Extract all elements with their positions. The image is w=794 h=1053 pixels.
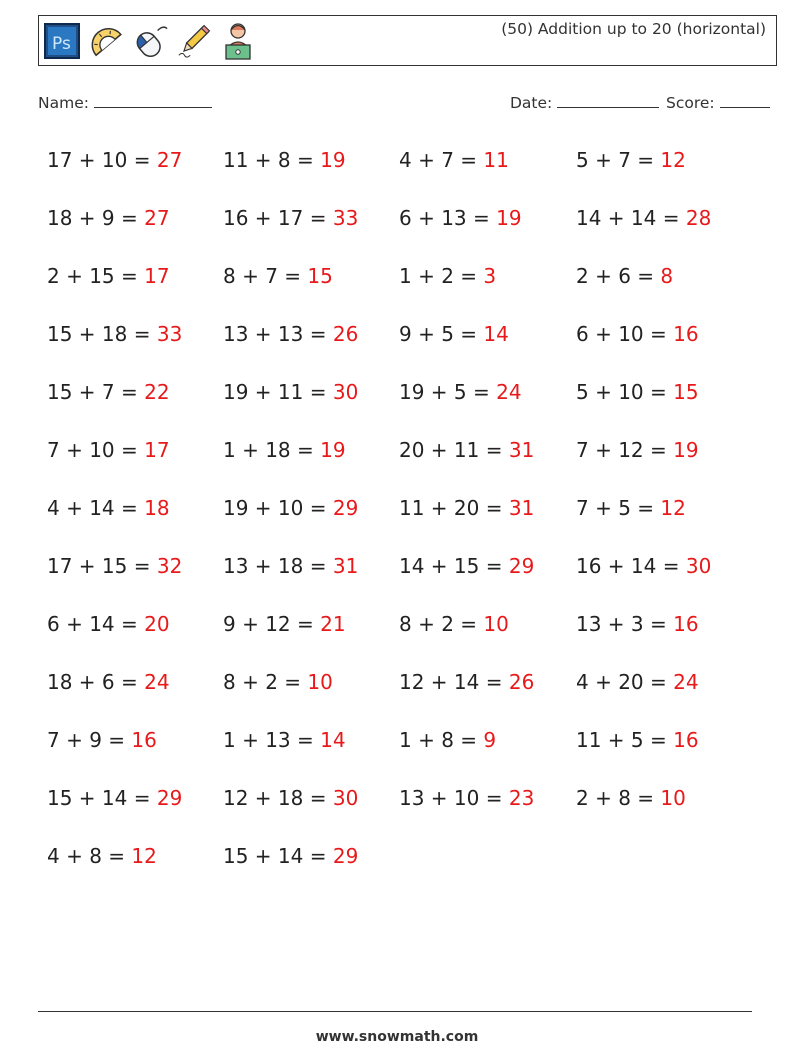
problem-item <box>223 612 346 636</box>
problem-answer: 31 <box>508 496 535 520</box>
problem-question: 5 + 7 = <box>576 148 661 172</box>
problem-answer: 15 <box>307 264 333 288</box>
problem-item <box>47 844 157 868</box>
problem-answer: 30 <box>332 380 359 404</box>
problem-question: 19 + 5 = <box>399 380 497 404</box>
problem-answer: 24 <box>144 670 170 694</box>
problem-answer: 30 <box>685 554 712 578</box>
problem-question: 6 + 10 = <box>576 322 674 346</box>
problem-item <box>223 496 358 520</box>
problem-answer: 24 <box>673 670 699 694</box>
date-field <box>510 93 659 112</box>
problem-answer: 29 <box>156 786 183 810</box>
problem-question: 2 + 8 = <box>576 786 661 810</box>
problem-item <box>576 612 699 636</box>
problem-answer: 28 <box>685 206 712 230</box>
problem-answer: 11 <box>483 148 509 172</box>
problem-item <box>399 380 522 404</box>
problem-answer: 29 <box>332 496 359 520</box>
problem-answer: 33 <box>156 322 183 346</box>
problem-answer: 31 <box>508 438 535 462</box>
problem-item <box>47 554 182 578</box>
problem-answer: 16 <box>673 612 699 636</box>
problem-question: 17 + 10 = <box>47 148 157 172</box>
teacher-icon <box>219 21 257 61</box>
problem-answer: 27 <box>156 148 183 172</box>
problem-item <box>47 322 182 346</box>
problem-row <box>47 140 767 198</box>
problem-answer: 19 <box>320 438 346 462</box>
problem-answer: 10 <box>483 612 509 636</box>
problem-item <box>399 264 496 288</box>
problem-question: 1 + 8 = <box>399 728 484 752</box>
pencil-icon <box>175 21 213 61</box>
problem-row <box>47 256 767 314</box>
problem-question: 13 + 3 = <box>576 612 674 636</box>
problem-answer: 14 <box>320 728 346 752</box>
problem-question: 8 + 2 = <box>399 612 484 636</box>
problem-item <box>576 380 699 404</box>
problem-answer: 12 <box>131 844 157 868</box>
problem-item <box>576 206 711 230</box>
problem-item <box>223 844 358 868</box>
score-label: Score: <box>666 94 715 112</box>
problem-item <box>47 728 157 752</box>
problem-item <box>47 496 170 520</box>
problem-row <box>47 546 767 604</box>
problem-answer: 15 <box>673 380 699 404</box>
problem-item <box>576 148 686 172</box>
problem-answer: 33 <box>332 206 359 230</box>
problem-row <box>47 372 767 430</box>
computer-mouse-icon <box>131 21 169 61</box>
problem-answer: 31 <box>332 554 359 578</box>
footer-website: www.snowmath.com <box>315 1029 479 1045</box>
problem-answer: 23 <box>508 786 535 810</box>
problem-item <box>399 322 509 346</box>
problem-item <box>576 496 686 520</box>
problem-item <box>223 438 346 462</box>
photoshop-icon <box>43 21 81 61</box>
problem-item <box>223 728 346 752</box>
problem-item <box>223 554 358 578</box>
problem-question: 4 + 8 = <box>47 844 132 868</box>
problem-item <box>576 322 699 346</box>
problem-question: 7 + 5 = <box>576 496 661 520</box>
problem-item <box>399 438 534 462</box>
problem-item <box>223 264 333 288</box>
problem-question: 4 + 14 = <box>47 496 145 520</box>
problem-answer: 26 <box>508 670 535 694</box>
problem-answer: 9 <box>483 728 497 752</box>
problem-item <box>576 438 699 462</box>
problem-question: 7 + 12 = <box>576 438 674 462</box>
problem-answer: 19 <box>496 206 522 230</box>
problem-question: 11 + 20 = <box>399 496 509 520</box>
problem-answer: 10 <box>660 786 686 810</box>
problem-row <box>47 720 767 778</box>
problem-question: 2 + 6 = <box>576 264 661 288</box>
problem-question: 1 + 18 = <box>223 438 321 462</box>
problem-answer: 18 <box>144 496 170 520</box>
problem-row <box>47 430 767 488</box>
problem-row <box>47 662 767 720</box>
protractor-icon <box>87 21 125 61</box>
problem-item <box>47 438 170 462</box>
worksheet-title: (50) Addition up to 20 (horizontal) <box>501 20 766 38</box>
problem-item <box>399 206 522 230</box>
date-blank-line <box>557 93 659 108</box>
problem-question: 13 + 13 = <box>223 322 333 346</box>
problem-item <box>576 264 673 288</box>
problem-question: 19 + 11 = <box>223 380 333 404</box>
problem-question: 18 + 9 = <box>47 206 145 230</box>
score-blank-line <box>720 93 770 108</box>
problem-item <box>576 554 711 578</box>
problem-answer: 32 <box>156 554 183 578</box>
problem-question: 12 + 18 = <box>223 786 333 810</box>
problem-question: 9 + 5 = <box>399 322 484 346</box>
problem-question: 7 + 10 = <box>47 438 145 462</box>
problem-question: 14 + 14 = <box>576 206 686 230</box>
problem-question: 5 + 10 = <box>576 380 674 404</box>
problem-question: 16 + 17 = <box>223 206 333 230</box>
problem-question: 15 + 7 = <box>47 380 145 404</box>
problem-answer: 8 <box>660 264 674 288</box>
problem-question: 15 + 14 = <box>223 844 333 868</box>
problem-question: 9 + 12 = <box>223 612 321 636</box>
score-field <box>666 93 770 112</box>
problem-item <box>223 670 333 694</box>
problem-item <box>223 786 358 810</box>
problem-question: 4 + 7 = <box>399 148 484 172</box>
name-blank-line <box>94 93 212 108</box>
problem-question: 6 + 14 = <box>47 612 145 636</box>
name-label: Name: <box>38 94 89 112</box>
problem-row <box>47 198 767 256</box>
footer-divider <box>38 1011 752 1012</box>
problem-answer: 3 <box>483 264 497 288</box>
problem-item <box>399 670 534 694</box>
problem-item <box>576 728 699 752</box>
problem-question: 13 + 18 = <box>223 554 333 578</box>
problem-answer: 21 <box>320 612 346 636</box>
problem-question: 20 + 11 = <box>399 438 509 462</box>
problem-question: 19 + 10 = <box>223 496 333 520</box>
problem-item <box>223 322 358 346</box>
problem-question: 14 + 15 = <box>399 554 509 578</box>
problem-item <box>399 786 534 810</box>
problem-question: 8 + 7 = <box>223 264 308 288</box>
problem-item <box>47 380 170 404</box>
problem-answer: 16 <box>673 322 699 346</box>
name-field <box>38 93 212 112</box>
problem-row <box>47 314 767 372</box>
problem-item <box>399 496 534 520</box>
problem-item <box>47 148 182 172</box>
problem-question: 16 + 14 = <box>576 554 686 578</box>
problem-item <box>399 612 509 636</box>
problem-answer: 12 <box>660 148 686 172</box>
problem-row <box>47 604 767 662</box>
problem-answer: 24 <box>496 380 522 404</box>
problem-answer: 22 <box>144 380 170 404</box>
problem-item <box>399 148 509 172</box>
problem-answer: 16 <box>131 728 157 752</box>
problem-item <box>47 670 170 694</box>
problem-answer: 19 <box>673 438 699 462</box>
problem-item <box>47 264 170 288</box>
problem-answer: 30 <box>332 786 359 810</box>
problem-row <box>47 836 767 894</box>
problem-item <box>576 670 699 694</box>
problem-question: 7 + 9 = <box>47 728 132 752</box>
problem-row <box>47 778 767 836</box>
problem-answer: 14 <box>483 322 509 346</box>
svg-text:Ps: Ps <box>52 34 71 54</box>
problem-question: 1 + 13 = <box>223 728 321 752</box>
problem-question: 15 + 14 = <box>47 786 157 810</box>
problem-question: 4 + 20 = <box>576 670 674 694</box>
problem-item <box>399 554 534 578</box>
problem-item <box>223 206 358 230</box>
problem-question: 1 + 2 = <box>399 264 484 288</box>
problem-question: 8 + 2 = <box>223 670 308 694</box>
problem-question: 12 + 14 = <box>399 670 509 694</box>
problem-answer: 20 <box>144 612 170 636</box>
problem-item <box>47 612 170 636</box>
problem-answer: 10 <box>307 670 333 694</box>
problem-item <box>399 728 496 752</box>
problem-grid <box>47 140 767 894</box>
problem-item <box>576 786 686 810</box>
problem-answer: 19 <box>320 148 346 172</box>
problem-answer: 16 <box>673 728 699 752</box>
problem-answer: 29 <box>508 554 535 578</box>
problem-answer: 17 <box>144 264 170 288</box>
date-label: Date: <box>510 94 553 112</box>
problem-question: 17 + 15 = <box>47 554 157 578</box>
header-icons <box>43 20 257 62</box>
problem-answer: 26 <box>332 322 359 346</box>
problem-question: 15 + 18 = <box>47 322 157 346</box>
problem-question: 11 + 5 = <box>576 728 674 752</box>
problem-question: 6 + 13 = <box>399 206 497 230</box>
problem-answer: 12 <box>660 496 686 520</box>
problem-question: 13 + 10 = <box>399 786 509 810</box>
problem-question: 18 + 6 = <box>47 670 145 694</box>
problem-question: 11 + 8 = <box>223 148 321 172</box>
problem-row <box>47 488 767 546</box>
problem-item <box>223 148 346 172</box>
worksheet-header <box>38 15 777 66</box>
problem-answer: 27 <box>144 206 170 230</box>
problem-answer: 17 <box>144 438 170 462</box>
problem-item <box>223 380 358 404</box>
problem-question: 2 + 15 = <box>47 264 145 288</box>
problem-item <box>47 206 170 230</box>
problem-item <box>47 786 182 810</box>
problem-answer: 29 <box>332 844 359 868</box>
